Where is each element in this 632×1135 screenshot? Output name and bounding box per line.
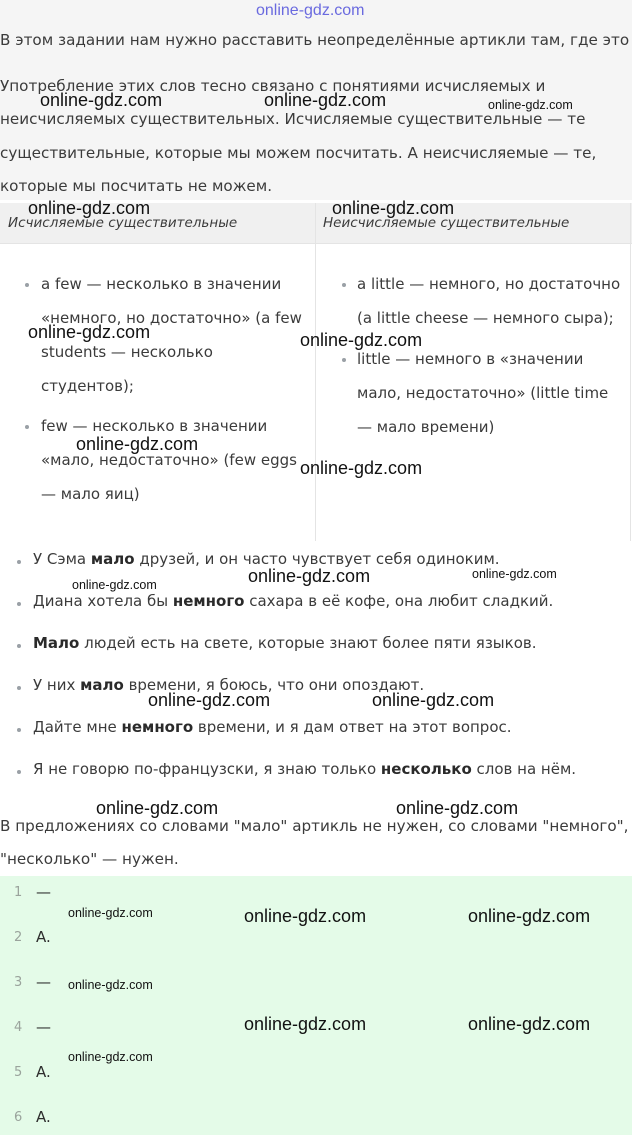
table-cell-line: a few — несколько в значении xyxy=(41,275,282,293)
paragraph-line: которые мы посчитать не можем. xyxy=(0,177,273,195)
table-cell-line: students — несколько xyxy=(41,343,213,361)
intro-text: В этом задании нам нужно расставить неопределённые артикли там, где это xyxy=(0,31,630,49)
watermark: online-gdz.com xyxy=(28,198,151,218)
watermark: online-gdz.com xyxy=(28,322,151,342)
bullet-icon xyxy=(17,770,21,774)
table-cell-line: (a little cheese — немного сыра); xyxy=(357,309,614,327)
example-sentence: Я не говорю по-французски, я знаю только несколько слов на нём. xyxy=(33,760,577,778)
table-cell-line: few — несколько в значении xyxy=(41,417,268,435)
table-cell-line: — мало яиц) xyxy=(41,485,140,503)
table-cell-line: «немного, но достаточно» (a few xyxy=(41,309,302,327)
answer-number: 1 xyxy=(14,885,23,900)
answer-number: 2 xyxy=(14,930,23,945)
table-cell-line: — мало времени) xyxy=(357,418,495,436)
bullet-icon xyxy=(342,283,346,287)
paragraph-line: Употребление этих слов тесно связано с понятиями исчисляемых и xyxy=(0,77,546,95)
answer-value: A. xyxy=(36,1108,51,1126)
watermark: online-gdz.com xyxy=(468,1014,591,1034)
paragraph-line: неисчисляемых существительных. Исчисляемые существительные — те xyxy=(0,110,586,128)
table-cell-line: «мало, недостаточно» (few eggs xyxy=(41,451,297,469)
example-sentence: Мало людей есть на свете, которые знают более пяти языков. xyxy=(33,634,537,652)
answer-number: 3 xyxy=(14,975,23,990)
watermark: online-gdz.com xyxy=(96,798,219,818)
watermark: online-gdz.com xyxy=(248,566,371,586)
answer-value: — xyxy=(36,973,51,991)
bullet-icon xyxy=(17,728,21,732)
table-header-uncountable: Неисчисляемые существительные xyxy=(323,215,570,231)
table-cell-line: студентов); xyxy=(41,377,134,395)
bullet-icon xyxy=(342,358,346,362)
watermark: online-gdz.com xyxy=(488,98,573,112)
bullet-icon xyxy=(25,425,29,429)
answer-number: 4 xyxy=(14,1020,23,1035)
watermark: online-gdz.com xyxy=(244,906,367,926)
conclusion-line: В предложениях со словами "мало" артикль не нужен, со словами "немного", xyxy=(0,817,629,835)
watermark: online-gdz.com xyxy=(264,90,387,110)
answer-value: — xyxy=(36,1018,51,1036)
conclusion-line: "несколько" — нужен. xyxy=(0,850,179,868)
answer-number: 6 xyxy=(14,1110,23,1125)
bullet-icon xyxy=(17,602,21,606)
bullet-icon xyxy=(17,644,21,648)
example-sentence: У них мало времени, я боюсь, что они опоздают. xyxy=(33,676,425,694)
answer-value: — xyxy=(36,883,51,901)
watermark: online-gdz.com xyxy=(468,906,591,926)
watermark: online-gdz.com xyxy=(68,906,153,920)
watermark: online-gdz.com xyxy=(244,1014,367,1034)
table-header-countable: Исчисляемые существительные xyxy=(8,215,238,231)
table-cell-line: little — немного в «значении xyxy=(357,350,584,368)
watermark: online-gdz.com xyxy=(68,1050,153,1064)
answer-number: 5 xyxy=(14,1065,23,1080)
bullet-icon xyxy=(17,560,21,564)
watermark: online-gdz.com xyxy=(300,330,423,350)
watermark: online-gdz.com xyxy=(68,978,153,992)
table-cell-line: a little — немного, но достаточно xyxy=(357,275,621,293)
watermark: online-gdz.com xyxy=(300,458,423,478)
example-sentence: Диана хотела бы немного сахара в её кофе, она любит сладкий. xyxy=(33,592,554,610)
comparison-table xyxy=(0,203,632,541)
watermark: online-gdz.com xyxy=(40,90,163,110)
watermark: online-gdz.com xyxy=(472,567,557,581)
example-sentence: Дайте мне немного времени, и я дам ответ на этот вопрос. xyxy=(33,718,512,736)
bullet-icon xyxy=(17,686,21,690)
watermark: online-gdz.com xyxy=(372,690,495,710)
watermark-top: online-gdz.com xyxy=(256,2,365,19)
example-sentence: У Сэма мало друзей, и он часто чувствует себя одиноким. xyxy=(33,550,500,568)
answer-value: A. xyxy=(36,1063,51,1081)
table-column-divider xyxy=(315,203,316,541)
table-border xyxy=(630,203,631,541)
bullet-icon xyxy=(25,283,29,287)
watermark: online-gdz.com xyxy=(396,798,519,818)
table-cell-line: мало, недостаточно» (little time xyxy=(357,384,609,402)
watermark: online-gdz.com xyxy=(72,578,157,592)
watermark: online-gdz.com xyxy=(148,690,271,710)
table-divider xyxy=(0,243,632,244)
watermark: online-gdz.com xyxy=(76,434,199,454)
answer-value: A. xyxy=(36,928,51,946)
watermark: online-gdz.com xyxy=(332,198,455,218)
paragraph-line: существительные, которые мы можем посчитать. А неисчисляемые — те, xyxy=(0,144,597,162)
